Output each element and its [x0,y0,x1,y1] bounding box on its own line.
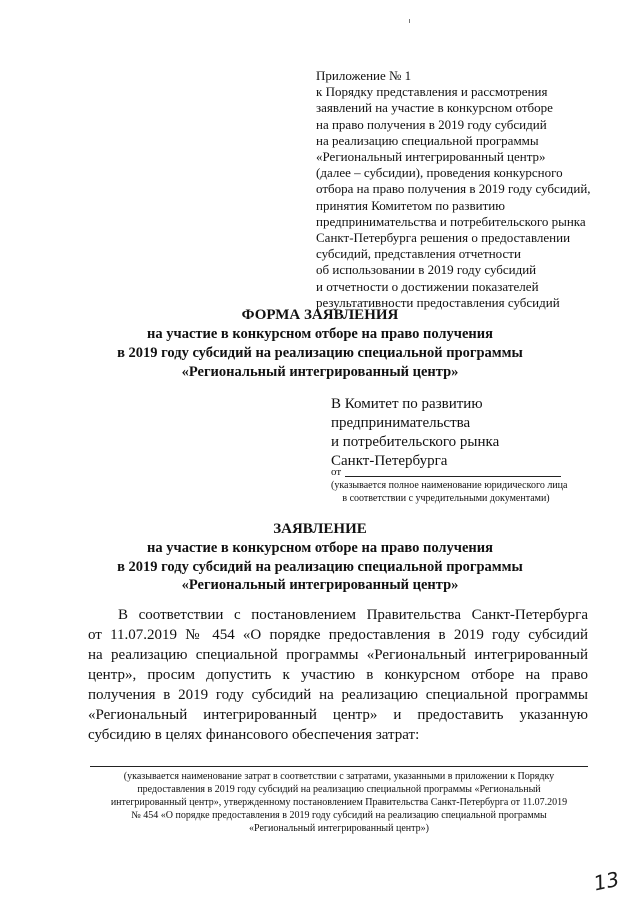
footnote-line: интегрированный центр», утвержденному постановлением Правительства Санкт-Петербурга от 11.07.2019 [110,797,568,808]
appendix-line: об использовании в 2019 году субсидий [316,262,537,278]
application-title-line: «Региональный интегрированный центр» [181,577,459,593]
body-line: центр», просим допустить к участию в конкурсном отборе на право [88,667,588,683]
addressee-line: предпринимательства [331,415,471,431]
body-line: субсидию в целях финансового обеспечения затрат: [88,727,420,743]
appendix-line: (далее – субсидии), проведения конкурсного [316,165,563,181]
addressee-line: Санкт-Петербурга [331,453,448,469]
appendix-line: Приложение № 1 [316,68,412,83]
footnote-line: (указывается наименование затрат в соответствии с затратами, указанными в приложении к Порядку [123,771,555,782]
appendix-line: отбора на право получения в 2019 году субсидий, [316,181,591,197]
body-line: от 11.07.2019 № 454 «О порядке предоставления в 2019 году субсидий [88,627,588,643]
from-blank-line [345,476,561,477]
application-body [88,605,588,745]
from-field [331,466,561,480]
appendix-line: результативности предоставления субсидий [316,294,560,310]
from-hint [331,479,568,505]
body-line: на реализацию специальной программы «Региональный интегрированный [88,647,588,663]
hint-line: в соответствии с учредительными документами) [342,493,550,504]
appendix-line: на реализацию специальной программы [316,132,539,148]
appendix-line: предпринимательства и потребительского рынка [316,213,586,229]
body-line: В соответствии с постановлением Правительства Санкт-Петербурга [118,607,588,623]
expense-footnote [90,770,588,835]
application-title [0,520,640,595]
appendix-line: на право получения в 2019 году субсидий [316,116,547,132]
form-title-line: «Региональный интегрированный центр» [181,364,459,380]
appendix-line: принятия Комитетом по развитию [316,197,505,213]
footnote-line: № 454 «О порядке предоставления в 2019 году субсидий на реализацию специальной программы [131,810,547,821]
addressee-block [331,395,611,471]
addressee-line: В Комитет по развитию [331,396,483,412]
appendix-line: субсидий, представления отчетности [316,246,521,262]
footnote-line: предоставления в 2019 году субсидий на реализацию специальной программы «Региональный [137,784,541,795]
addressee-line: и потребительского рынка [331,434,500,450]
footnote-line: «Региональный интегрированный центр») [249,823,429,834]
from-label: от [331,466,342,478]
appendix-header [316,68,616,311]
appendix-line: к Порядку представления и рассмотрения [316,84,548,100]
appendix-line: заявлений на участие в конкурсном отборе [316,100,553,116]
appendix-line: Санкт-Петербурга решения о предоставлении [316,230,571,246]
expense-blank-line [90,766,588,767]
appendix-line: «Региональный интегрированный центр» [316,149,546,165]
form-title [0,306,640,382]
scan-speck [409,19,410,23]
handwritten-page-number: 13 [591,866,622,896]
application-title-line: в 2019 году субсидий на реализацию специальной программы [117,558,523,575]
form-title-line: в 2019 году субсидий на реализацию специальной программы [117,345,523,361]
body-line: получения в 2019 году субсидий на реализацию специальной программы [88,687,588,703]
form-title-line: на участие в конкурсном отборе на право получения [147,326,493,342]
body-line: «Региональный интегрированный центр» и предоставить указанную [88,707,588,723]
form-title-main: ФОРМА ЗАЯВЛЕНИЯ [241,307,399,323]
application-title-line: на участие в конкурсном отборе на право получения [147,540,493,556]
appendix-line: и отчетности о достижении показателей [316,278,539,294]
application-title-main: ЗАЯВЛЕНИЕ [273,521,367,537]
hint-line: (указывается полное наименование юридического лица [331,480,568,491]
